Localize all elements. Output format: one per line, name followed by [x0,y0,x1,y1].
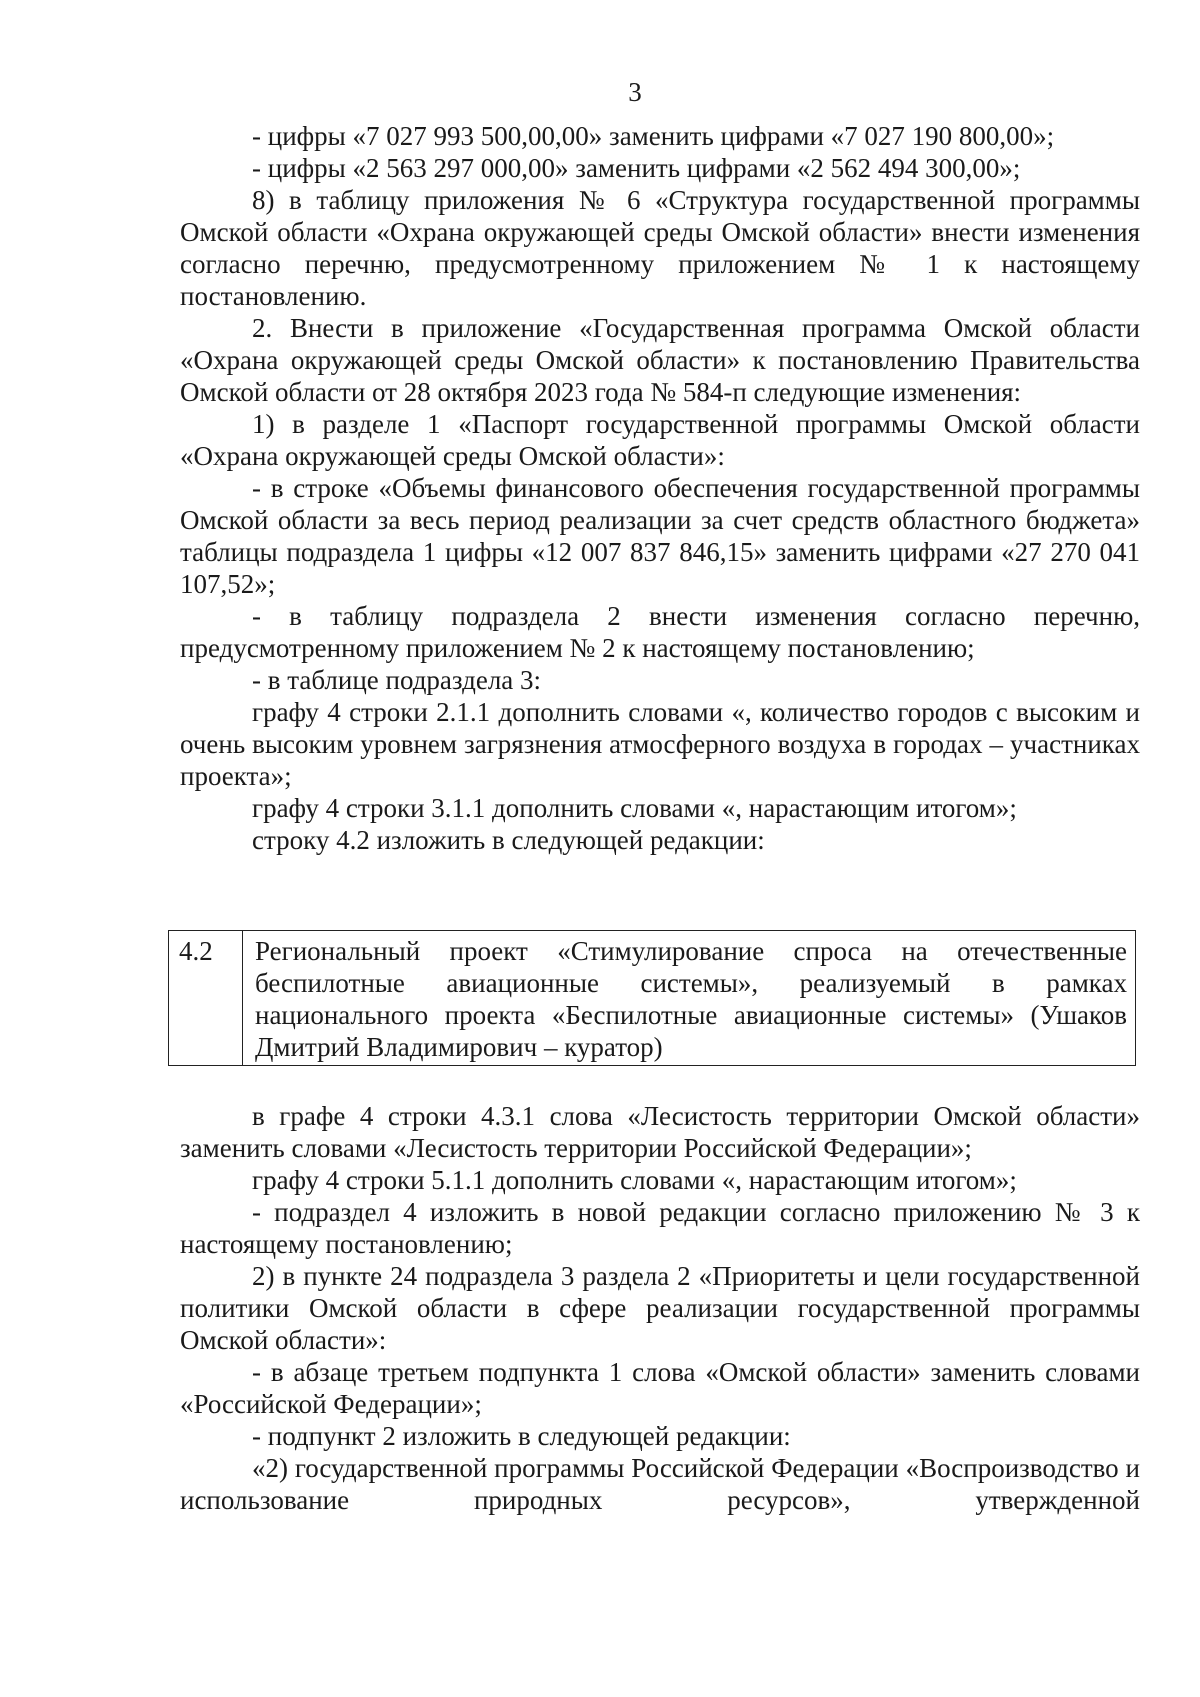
paragraph: 2) в пункте 24 подраздела 3 раздела 2 «Приоритеты и цели государственной политики Омской области в сфере реализации государственной программы Омской области»: [180,1261,1140,1355]
page-number: 3 [628,77,642,107]
paragraph: - подраздел 4 изложить в новой редакции согласно приложению № 3 к настоящему постановлению; [180,1197,1140,1259]
paragraph: - цифры «7 027 993 500,00,00» заменить цифрами «7 027 190 800,00»; [252,121,1055,151]
amendment-table [168,930,1136,1066]
table-row [169,931,1136,1066]
paragraph: - в таблице подраздела 3: [252,665,542,695]
paragraph: 2. Внести в приложение «Государственная программа Омской области «Охрана окружающей среды Омской области» к постановлению Правительства Омской области от 28 октября 2023 года № 584-п следующие изменения: [180,313,1140,407]
paragraph: графу 4 строки 2.1.1 дополнить словами «, количество городов с высоким и очень высоким уровнем загрязнения атмосферного воздуха в городах – участниках проекта»; [180,697,1140,791]
paragraph: - в строке «Объемы финансового обеспечения государственной программы Омской области за весь период реализации за счет средств областного бюджета» таблицы подраздела 1 цифры «12 007 837 846,15» заменить цифрами «27 270 041 107,52»; [180,473,1140,599]
paragraph: в графе 4 строки 4.3.1 слова «Лесистость территории Омской области» заменить словами «Лесистость территории Российской Федерации»; [180,1101,1140,1163]
text-block-bottom [180,1100,1140,1516]
paragraph: - подпункт 2 изложить в следующей редакции: [252,1421,791,1451]
paragraph: графу 4 строки 5.1.1 дополнить словами «, нарастающим итогом»; [252,1165,1017,1195]
row-text-cell: Региональный проект «Стимулирование спроса на отечественные беспилотные авиационные системы», реализуемый в рамках национального проекта «Беспилотные авиационные системы» (Ушаков Дмитрий Владимирович – куратор) [243,931,1136,1066]
paragraph: - цифры «2 563 297 000,00» заменить цифрами «2 562 494 300,00»; [252,153,1021,183]
paragraph: «2) государственной программы Российской Федерации «Воспроизводство и использование природных ресурсов», утвержденной [180,1453,1140,1515]
paragraph: 1) в разделе 1 «Паспорт государственной программы Омской области «Охрана окружающей среды Омской области»: [180,409,1140,471]
text-block-top [180,120,1140,856]
paragraph: - в таблицу подраздела 2 внести изменения согласно перечню, предусмотренному приложением № 2 к настоящему постановлению; [180,601,1140,663]
paragraph: графу 4 строки 3.1.1 дополнить словами «, нарастающим итогом»; [252,793,1017,823]
row-number-cell: 4.2 [169,931,243,1066]
paragraph: строку 4.2 изложить в следующей редакции: [252,825,765,855]
paragraph: 8) в таблицу приложения № 6 «Структура государственной программы Омской области «Охрана окружающей среды Омской области» внести изменения согласно перечню, предусмотренному приложением № 1 к настоящему постановлению. [180,185,1140,311]
paragraph: - в абзаце третьем подпункта 1 слова «Омской области» заменить словами «Российской Федерации»; [180,1357,1140,1419]
